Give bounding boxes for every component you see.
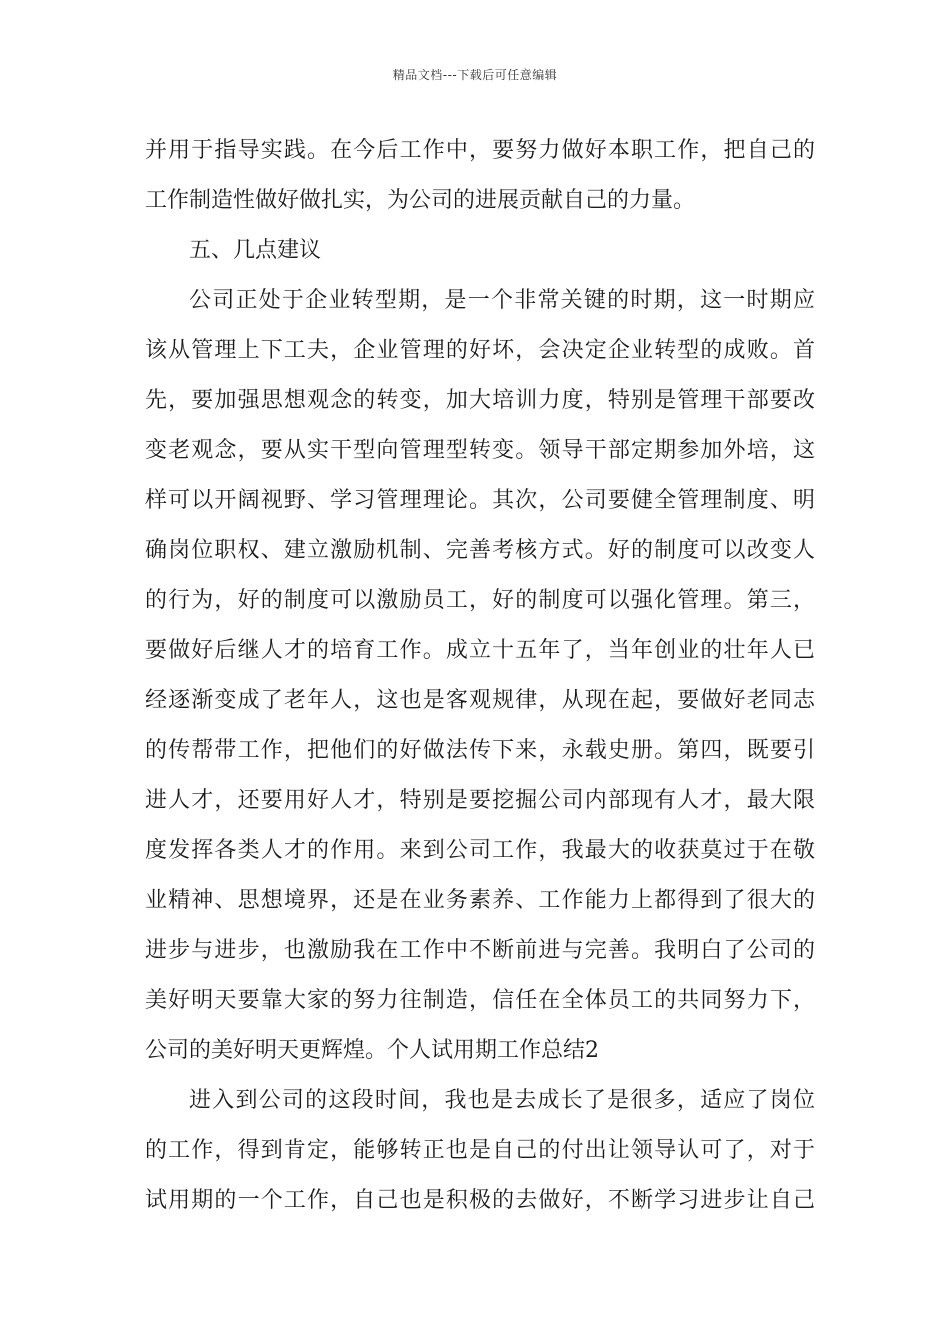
text-line: 美好明天要靠大家的努力往制造，信任在全体员工的共同努力下， — [145, 988, 815, 1013]
page-header: 精品文档---下载后可任意编辑 — [392, 68, 558, 82]
text-line: 变老观念，要从实干型向管理型转变。领导干部定期参加外培，这 — [145, 438, 815, 463]
text-line: 要做好后继人才的培育工作。成立十五年了，当年创业的壮年人已 — [145, 638, 815, 663]
text-line: 确岗位职权、建立激励机制、完善考核方式。好的制度可以改变人 — [145, 538, 815, 563]
text-line: 试用期的一个工作，自己也是积极的去做好，不断学习进步让自己 — [145, 1188, 815, 1213]
document-body — [145, 126, 815, 1226]
text-line: 先，要加强思想观念的转变，加大培训力度，特别是管理干部要改 — [145, 388, 815, 413]
text-line: 该从管理上下工夫，企业管理的好坏，会决定企业转型的成败。首 — [145, 338, 815, 363]
text-line: 度发挥各类人才的作用。来到公司工作，我最大的收获莫过于在敬 — [145, 838, 815, 863]
text-line: 的行为，好的制度可以激励员工，好的制度可以强化管理。第三， — [145, 588, 815, 613]
text-line: 经逐渐变成了老年人，这也是客观规律，从现在起，要做好老同志 — [145, 688, 815, 713]
text-line: 的传帮带工作，把他们的好做法传下来，永载史册。第四，既要引 — [145, 738, 815, 763]
text-line: 公司正处于企业转型期，是一个非常关键的时期，这一时期应 — [189, 288, 815, 313]
text-line: 的工作，得到肯定，能够转正也是自己的付出让领导认可了，对于 — [145, 1138, 815, 1163]
text-line: 工作制造性做好做扎实，为公司的进展贡献自己的力量。 — [145, 188, 696, 213]
text-line: 进人才，还要用好人才，特别是要挖掘公司内部现有人才，最大限 — [145, 788, 815, 813]
text-line: 业精神、思想境界，还是在业务素养、工作能力上都得到了很大的 — [145, 888, 815, 913]
text-line: 公司的美好明天更辉煌。个人试用期工作总结2 — [145, 1038, 599, 1063]
text-line: 并用于指导实践。在今后工作中，要努力做好本职工作，把自己的 — [145, 138, 815, 163]
text-line: 五、几点建议 — [189, 238, 322, 263]
text-line: 进步与进步，也激励我在工作中不断前进与完善。我明白了公司的 — [145, 938, 815, 963]
text-line: 进入到公司的这段时间，我也是去成长了是很多，适应了岗位 — [189, 1088, 815, 1113]
text-line: 样可以开阔视野、学习管理理论。其次，公司要健全管理制度、明 — [145, 488, 815, 513]
